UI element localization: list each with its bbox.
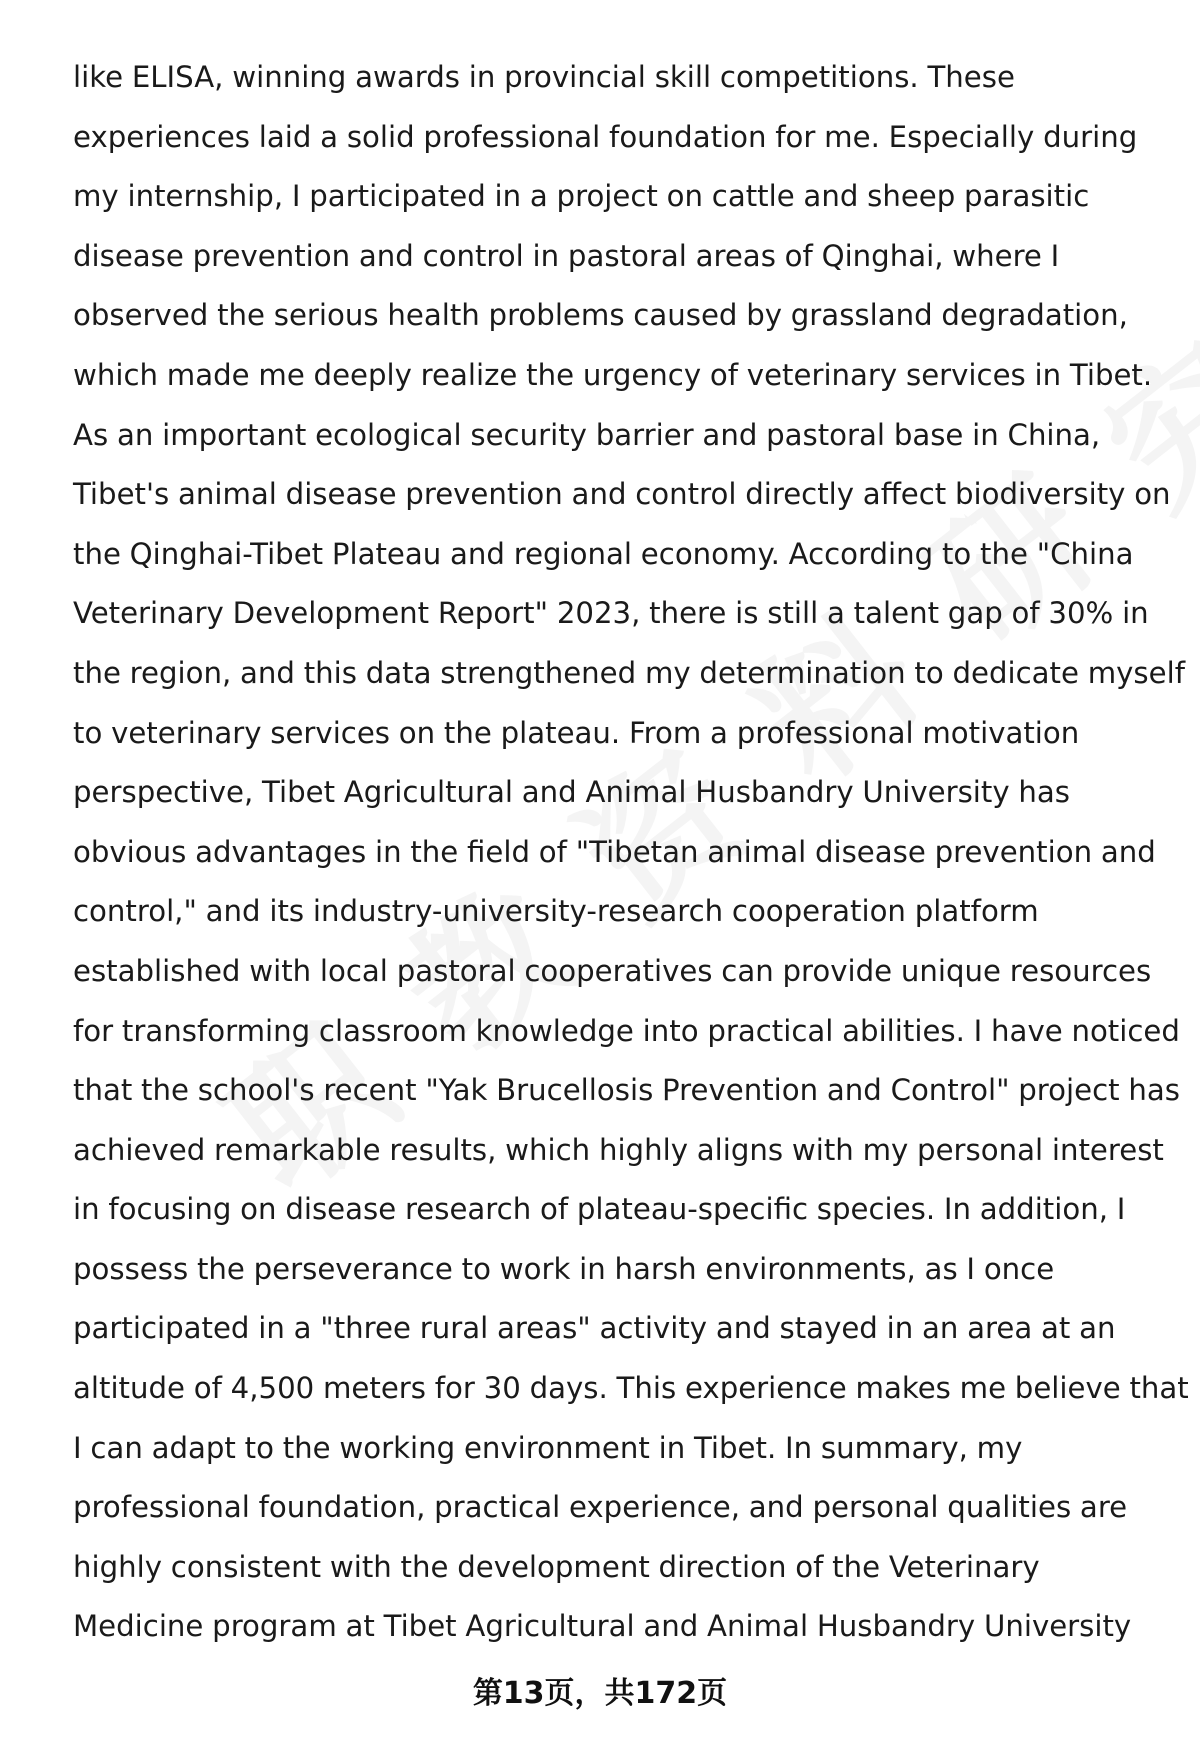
text-line: observed the serious health problems caused by grassland degradation, (73, 298, 1128, 333)
document-body (73, 48, 1189, 1657)
text-line: control," and its industry-university-research cooperation platform (73, 894, 1039, 929)
text-line: perspective, Tibet Agricultural and Animal Husbandry University has (73, 775, 1070, 810)
text-line: experiences laid a solid professional foundation for me. Especially during (73, 119, 1138, 154)
text-line: which made me deeply realize the urgency of veterinary services in Tibet. (73, 357, 1153, 392)
text-line: in focusing on disease research of plateau-specific species. In addition, I (73, 1192, 1126, 1227)
text-line: disease prevention and control in pastoral areas of Qinghai, where I (73, 238, 1060, 273)
text-line: to veterinary services on the plateau. From a professional motivation (73, 715, 1080, 750)
text-line: I can adapt to the working environment in Tibet. In summary, my (73, 1430, 1023, 1465)
text-line: like ELISA, winning awards in provincial skill competitions. These (73, 60, 1015, 94)
text-line: established with local pastoral cooperatives can provide unique resources (73, 953, 1152, 988)
text-line: altitude of 4,500 meters for 30 days. This experience makes me believe that (73, 1371, 1189, 1406)
text-line: that the school's recent "Yak Brucellosis Prevention and Control" project has (73, 1073, 1180, 1108)
text-line: my internship, I participated in a project on cattle and sheep parasitic (73, 179, 1090, 214)
text-line: professional foundation, practical experience, and personal qualities are (73, 1490, 1128, 1525)
text-line: Medicine program at Tibet Agricultural and Animal Husbandry University (73, 1609, 1132, 1644)
text-line: the region, and this data strengthened my determination to dedicate myself (73, 655, 1185, 690)
text-line: participated in a "three rural areas" activity and stayed in an area at an (73, 1311, 1116, 1346)
text-line: Veterinary Development Report" 2023, there is still a talent gap of 30% in (73, 596, 1149, 631)
text-line: the Qinghai-Tibet Plateau and regional economy. According to the "China (73, 536, 1134, 571)
text-line: As an important ecological security barrier and pastoral base in China, (73, 417, 1101, 452)
text-line: possess the perseverance to work in harsh environments, as I once (73, 1251, 1055, 1286)
text-line: highly consistent with the development direction of the Veterinary (73, 1549, 1040, 1584)
text-line: Tibet's animal disease prevention and control directly affect biodiversity on (73, 477, 1171, 512)
page-number: 第13页，共172页 (472, 1676, 728, 1711)
text-line: obvious advantages in the field of "Tibetan animal disease prevention and (73, 834, 1156, 869)
text-line: achieved remarkable results, which highly aligns with my personal interest (73, 1132, 1164, 1167)
text-line: for transforming classroom knowledge into practical abilities. I have noticed (73, 1013, 1180, 1048)
